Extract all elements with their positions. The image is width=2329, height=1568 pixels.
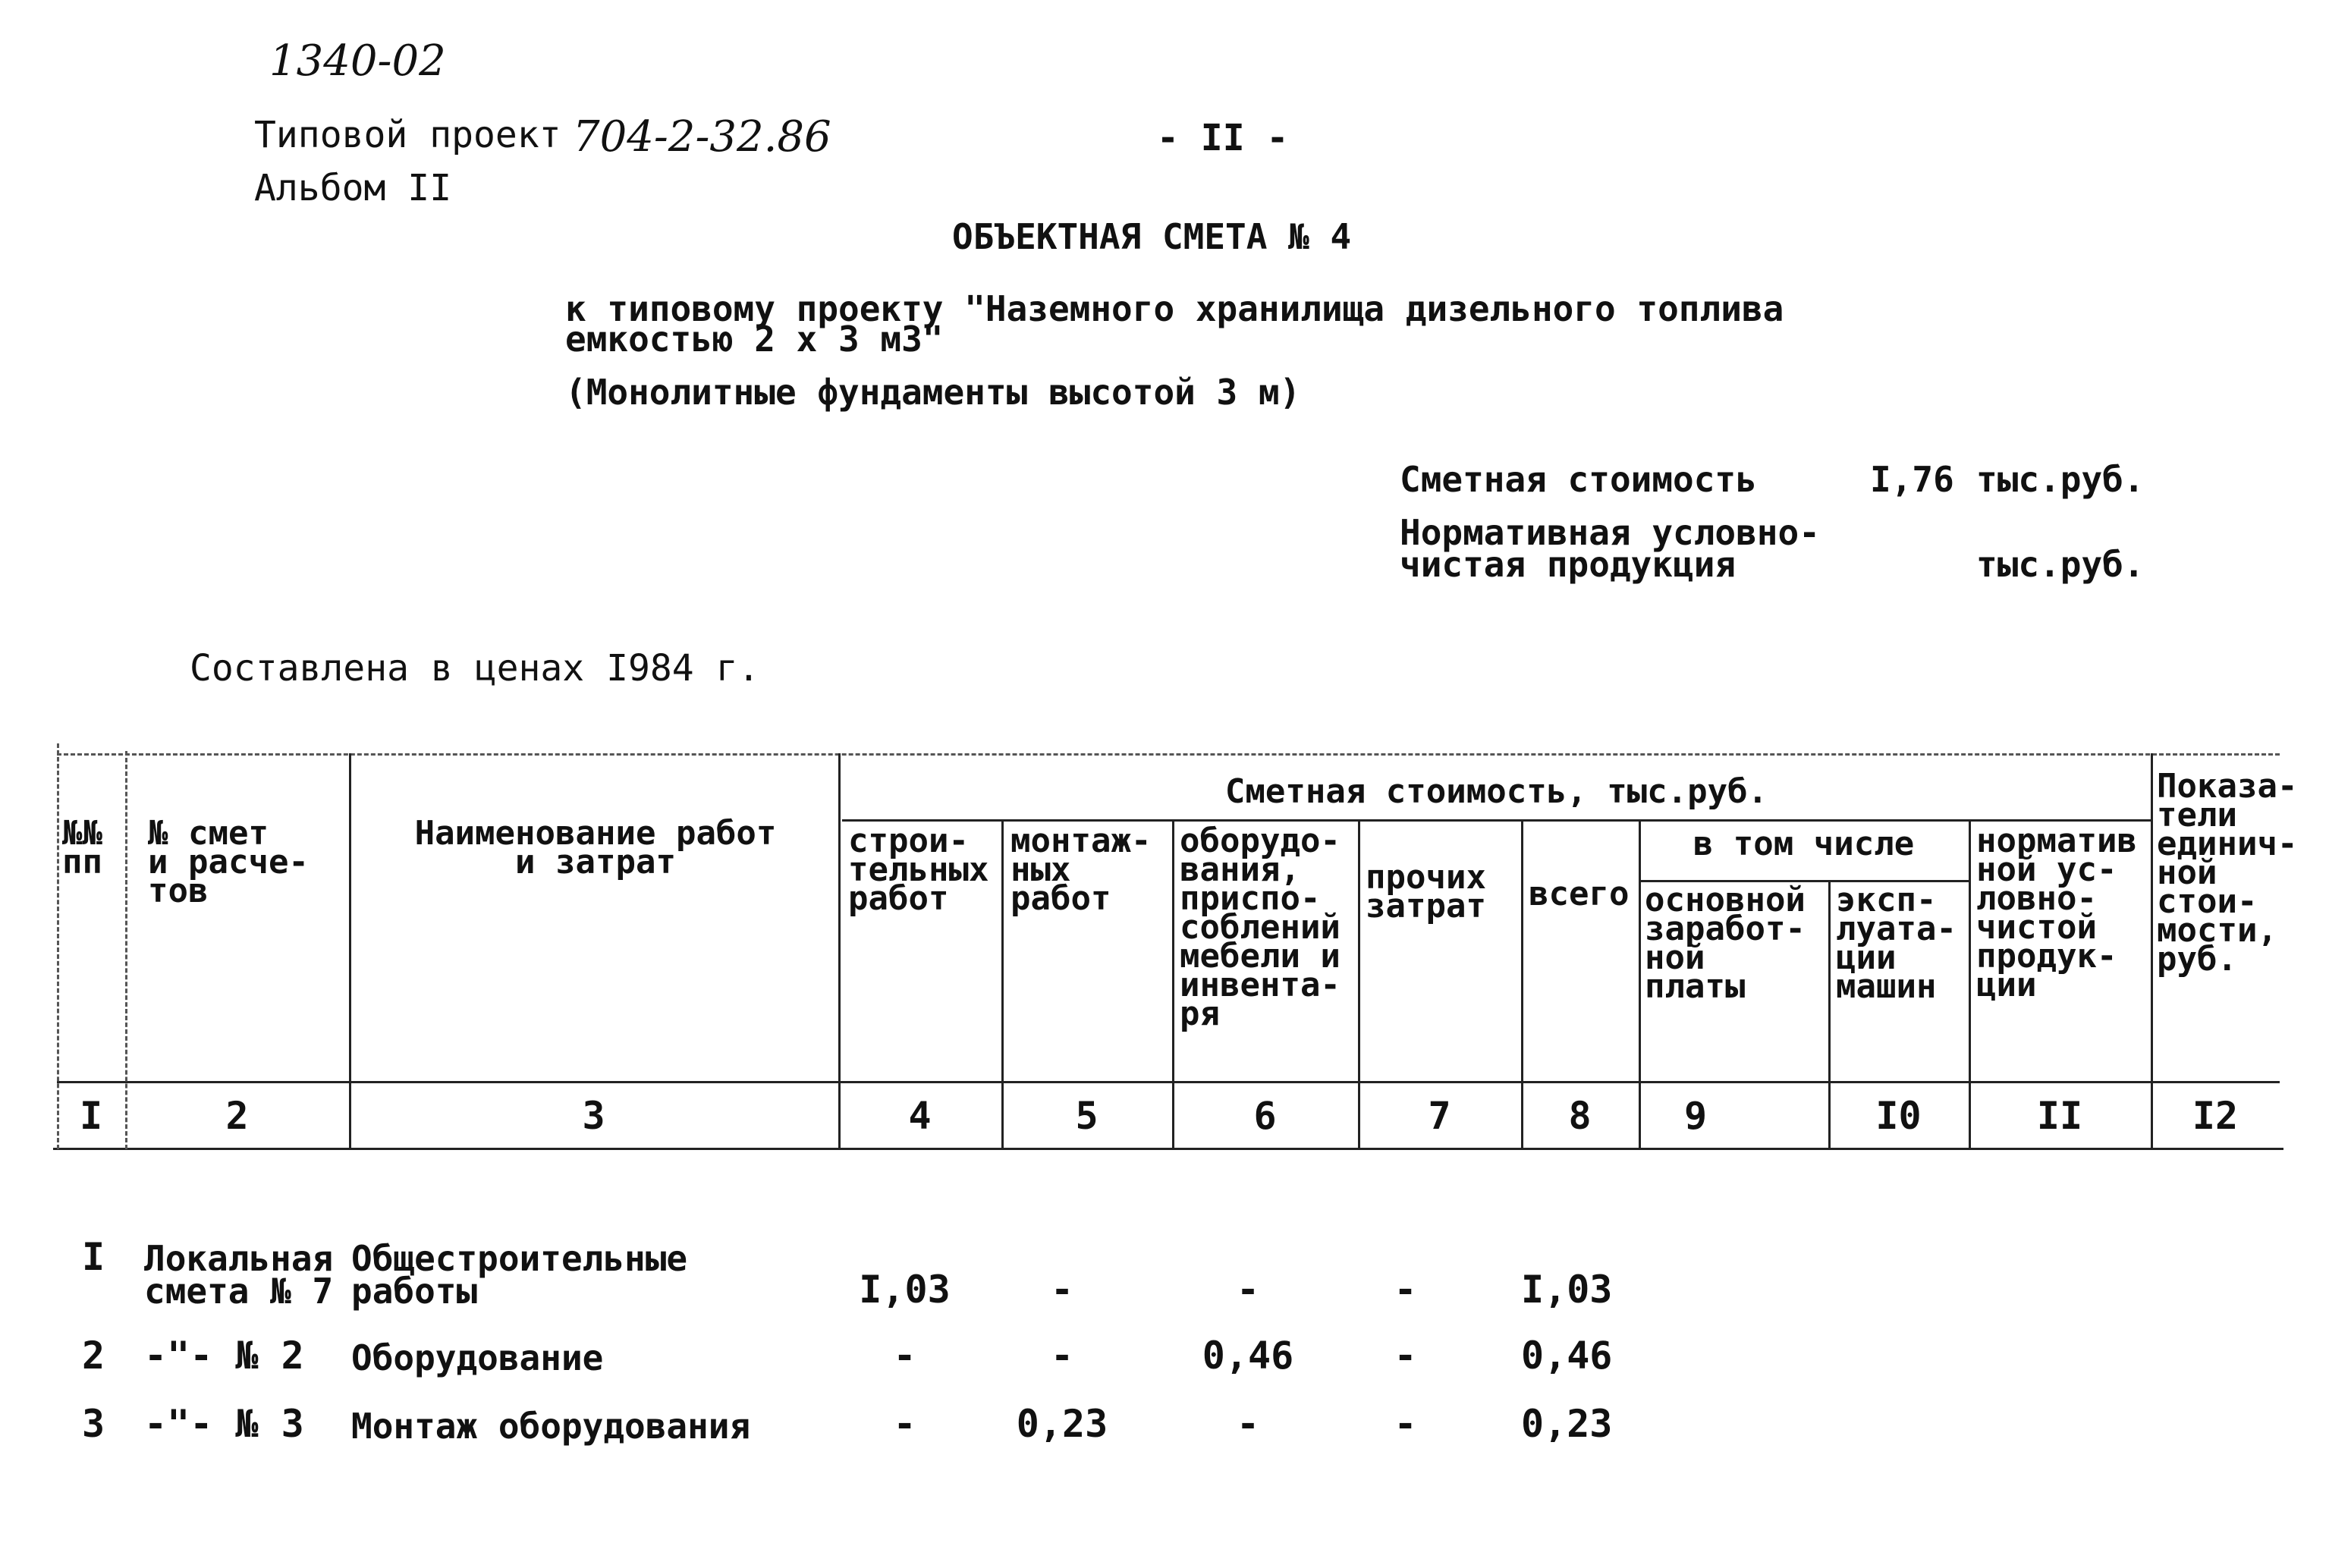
header-col-7: прочих затрат: [1366, 858, 1486, 925]
row-installation-cost: -: [1050, 1268, 1074, 1312]
header-col-9: основной заработ- ной платы: [1645, 881, 1806, 1006]
column-number: 5: [1075, 1094, 1098, 1138]
norm-label-2: чистая продукция: [1400, 544, 1737, 585]
norm-label-1: Нормативная условно-: [1400, 512, 1820, 553]
row-name: Монтаж оборудования: [351, 1406, 751, 1447]
header-col-12: Показа- тели единич- ной стои- мости, руб.: [2157, 767, 2298, 979]
header-col-8: всего: [1529, 875, 1630, 913]
header-col-10: эксп- луата- ции машин: [1836, 881, 1957, 1006]
cost-value: I,76: [1870, 459, 1954, 500]
handwritten-code: 1340-02: [269, 36, 446, 86]
album-label: Альбом II: [254, 167, 452, 209]
column-number: II: [2036, 1094, 2083, 1138]
row-equipment-cost: 0,46: [1202, 1334, 1294, 1378]
row-number: 3: [82, 1402, 105, 1446]
row-installation-cost: 0,23: [1016, 1402, 1108, 1446]
row-number: 2: [82, 1334, 105, 1378]
col-line-0: [57, 743, 59, 1149]
header-col-5: монтаж- ных работ: [1010, 822, 1152, 918]
project-label: Типовой проект: [254, 114, 561, 156]
header-col-1: №№ пп: [62, 814, 102, 881]
subtitle-line-2: емкостью 2 х 3 м3": [565, 319, 944, 360]
row-construction-cost: -: [893, 1334, 916, 1378]
col-line-3: [838, 753, 841, 1149]
row-other-cost: -: [1394, 1402, 1417, 1446]
header-bottom-line: [57, 1081, 2280, 1083]
row-number: I: [82, 1235, 105, 1279]
header-col-3: Наименование работ и затрат: [414, 814, 777, 881]
column-number: 3: [582, 1094, 605, 1138]
row-equipment-cost: -: [1236, 1268, 1260, 1312]
document-title: ОБЪЕКТНАЯ СМЕТА № 4: [952, 216, 1352, 257]
col-line-11: [2151, 753, 2153, 1149]
prices-note: Составлена в ценах I984 г.: [190, 647, 760, 690]
column-number: I: [79, 1094, 103, 1138]
row-total-cost: I,03: [1521, 1268, 1613, 1312]
subtitle-line-3: (Монолитные фундаменты высотой 3 м): [565, 372, 1301, 413]
header-group-incl: в том числе: [1693, 825, 1915, 863]
column-numbers-bottom-line: [53, 1148, 2283, 1150]
column-number: 6: [1253, 1094, 1277, 1138]
row-name-2: работы: [351, 1271, 478, 1312]
table-top-border: [57, 753, 2280, 756]
column-number: I0: [1875, 1094, 1922, 1138]
col-line-2: [349, 753, 351, 1149]
row-document-2: смета № 7: [144, 1271, 334, 1312]
column-number: 2: [225, 1094, 249, 1138]
row-other-cost: -: [1394, 1334, 1417, 1378]
norm-unit: тыс.руб.: [1976, 544, 2145, 585]
cost-unit: тыс.руб.: [1976, 459, 2145, 500]
row-document: -"- № 3: [144, 1402, 304, 1446]
col-line-1: [125, 751, 127, 1149]
row-document: Локальная: [144, 1238, 334, 1279]
subtitle-line-1: к типовому проекту "Наземного хранилища дизельного топлива: [565, 288, 1784, 329]
row-construction-cost: I,03: [859, 1268, 951, 1312]
column-number: 9: [1683, 1094, 1708, 1138]
row-total-cost: 0,46: [1521, 1334, 1613, 1378]
row-installation-cost: -: [1050, 1334, 1074, 1378]
row-equipment-cost: -: [1236, 1402, 1260, 1446]
row-document: -"- № 2: [144, 1334, 304, 1378]
page-number: - II -: [1157, 117, 1289, 159]
header-col-11: норматив ной ус- ловно- чистой продук- ции: [1976, 822, 2137, 1004]
column-number: I2: [2192, 1094, 2239, 1138]
row-other-cost: -: [1394, 1268, 1417, 1312]
column-number: 4: [908, 1094, 932, 1138]
header-col-6: оборудо- вания, приспо- соблений мебели и инвента- ря: [1180, 822, 1341, 1033]
row-name: Оборудование: [351, 1337, 604, 1378]
project-number: 704-2-32.86: [573, 112, 831, 162]
row-name: Общестроительные: [351, 1238, 688, 1279]
column-number: 8: [1568, 1094, 1592, 1138]
row-construction-cost: -: [893, 1402, 916, 1446]
header-col-4: строи- тельных работ: [848, 822, 989, 918]
column-number: 7: [1428, 1094, 1451, 1138]
row-total-cost: 0,23: [1521, 1402, 1613, 1446]
header-group-cost: Сметная стоимость, тыс.руб.: [1224, 772, 1768, 811]
header-col-2: № смет и расче- тов: [148, 814, 309, 910]
cost-label: Сметная стоимость: [1400, 459, 1757, 500]
